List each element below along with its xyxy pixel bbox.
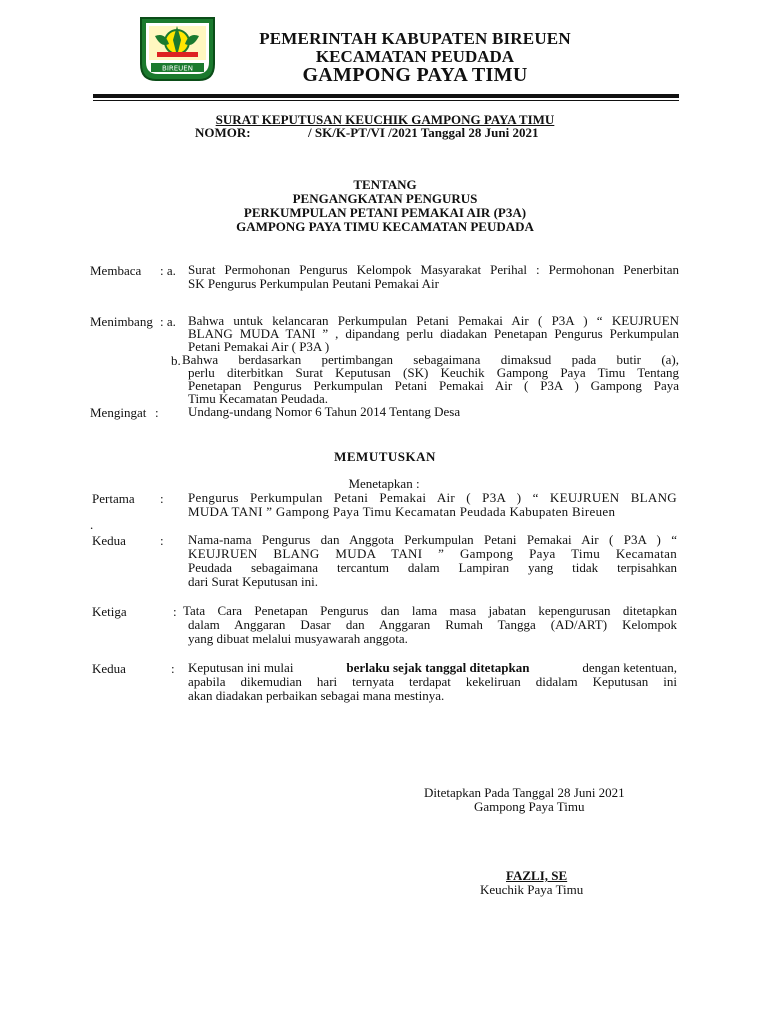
subject-line-2: PENGANGKATAN PENGURUS (292, 191, 478, 206)
kedua2-line-1 (188, 661, 677, 675)
header-line-2: KECAMATAN PEUDADA (315, 47, 515, 66)
nomor-value: / SK/K-PT/VI /2021 Tanggal 28 Juni 2021 (308, 125, 539, 140)
mengingat-label: Mengingat (90, 405, 147, 420)
logo-text: BIREUEN (162, 64, 193, 73)
kedua1-line-2: KEUJRUEN BLANG MUDA TANI ” Gampong Paya Timu Kecamatan (188, 546, 677, 561)
menimbang-b-line-4: Timu Kecamatan Peudada. (188, 391, 328, 406)
document-title: SURAT KEPUTUSAN KEUCHIK GAMPONG PAYA TIMU (215, 112, 555, 127)
ketiga-label: Ketiga (92, 604, 127, 619)
signature-position: Keuchik Paya Timu (480, 882, 584, 897)
menetapkan-label: Menetapkan : (348, 476, 420, 491)
logo-emblem (137, 14, 218, 86)
header-line-1: PEMERINTAH KABUPATEN BIREUEN (259, 29, 571, 48)
subject-line-4: GAMPONG PAYA TIMU KECAMATAN PEUDADA (236, 219, 534, 234)
kedua2-line-2: apabila dikemudian hari ternyata terdapat kekeliruan didalam Keputusan ini (188, 674, 677, 689)
pertama-line-1: Pengurus Perkumpulan Petani Pemakai Air ( P3A ) “ KEUJRUEN BLANG (188, 490, 677, 505)
mengingat-line-1: Undang-undang Nomor 6 Tahun 2014 Tentang Desa (188, 404, 461, 419)
pertama-line-2: MUDA TANI ” Gampong Paya Timu Kecamatan Peudada Kabupaten Bireuen (188, 504, 616, 519)
menimbang-b-line-1: Bahwa berdasarkan pertimbangan sebagaimana dimaksud pada butir (a), (182, 352, 679, 367)
menimbang-sep-b: b. (171, 353, 181, 368)
pertama-sep: : (160, 491, 164, 506)
kedua2-line-1-a: Keputusan ini mulai (188, 660, 294, 675)
ketiga-line-3: yang dibuat melalui musyawarah anggota. (188, 631, 408, 646)
menimbang-b-line-2: perlu diterbitkan Surat Keputusan (SK) Keuchik Gampong Paya Timu Tentang (188, 365, 679, 380)
membaca-line-1: Surat Permohonan Pengurus Kelompok Masyarakat Perihal : Permohonan Penerbitan (188, 262, 679, 277)
ketiga-sep: : (173, 604, 177, 619)
menimbang-a-line-3: Petani Pemakai Air ( P3A ) (188, 339, 330, 354)
subject-line-1: TENTANG (353, 177, 417, 192)
menimbang-b-line-3: Penetapan Pengurus Perkumpulan Petani Pemakai Air ( P3A ) Gampong Paya (188, 378, 679, 393)
nomor-label: NOMOR: (195, 125, 251, 140)
menimbang-label: Menimbang (90, 314, 153, 329)
kedua2-line-3: akan diadakan perbaikan sebagai mana mestinya. (188, 688, 445, 703)
membaca-line-2: SK Pengurus Perkumpulan Peutani Pemakai Air (188, 276, 439, 291)
mengingat-sep: : (155, 405, 159, 420)
ketiga-line-2: dalam Anggaran Dasar dan Anggaran Rumah Tangga (AD/ART) Kelompok (188, 617, 677, 632)
kedua-sep-1: : (160, 533, 164, 548)
kedua1-line-4: dari Surat Keputusan ini. (188, 574, 318, 589)
menimbang-sep-a: : a. (160, 314, 176, 329)
membaca-label: Membaca (90, 263, 142, 278)
membaca-sep: : a. (160, 263, 176, 278)
signature-place-date: Ditetapkan Pada Tanggal 28 Juni 2021 (424, 785, 625, 800)
ketiga-line-1: Tata Cara Penetapan Pengurus dan lama masa jabatan kepengurusan ditetapkan (183, 603, 677, 618)
kedua-label-1: Kedua (92, 533, 126, 548)
header-line-3: GAMPONG PAYA TIMU (302, 64, 528, 86)
kedua-label-2: Kedua (92, 661, 126, 676)
kedua2-line-1-c: dengan ketentuan, (582, 660, 677, 675)
kedua2-line-1-bold: berlaku sejak tanggal ditetapkan (346, 660, 530, 675)
signature-name: FAZLI, SE (506, 868, 568, 883)
memutuskan-heading: MEMUTUSKAN (334, 449, 436, 464)
header-divider-thick (93, 94, 679, 98)
kedua1-line-3: Peudada sebagaimana tercantum dalam Lampiran yang tidak terpisahkan (188, 560, 677, 575)
kedua-sep-2: : (171, 661, 175, 676)
header-divider-thin (93, 100, 679, 101)
pertama-label: Pertama (92, 491, 135, 506)
signature-place: Gampong Paya Timu (474, 799, 585, 814)
kedua1-line-1: Nama-nama Pengurus dan Anggota Perkumpulan Petani Pemakai Air ( P3A ) “ (188, 532, 677, 547)
subject-line-3: PERKUMPULAN PETANI PEMAKAI AIR (P3A) (243, 205, 527, 220)
menimbang-a-line-2: BLANG MUDA TANI ” , dipandang perlu diadakan Penetapan Pengurus Perkumpulan (188, 326, 679, 341)
pertama-dot: . (90, 517, 94, 532)
menimbang-a-line-1: Bahwa untuk kelancaran Perkumpulan Petani Pemakai Air ( P3A ) “ KEUJRUEN (188, 313, 679, 328)
